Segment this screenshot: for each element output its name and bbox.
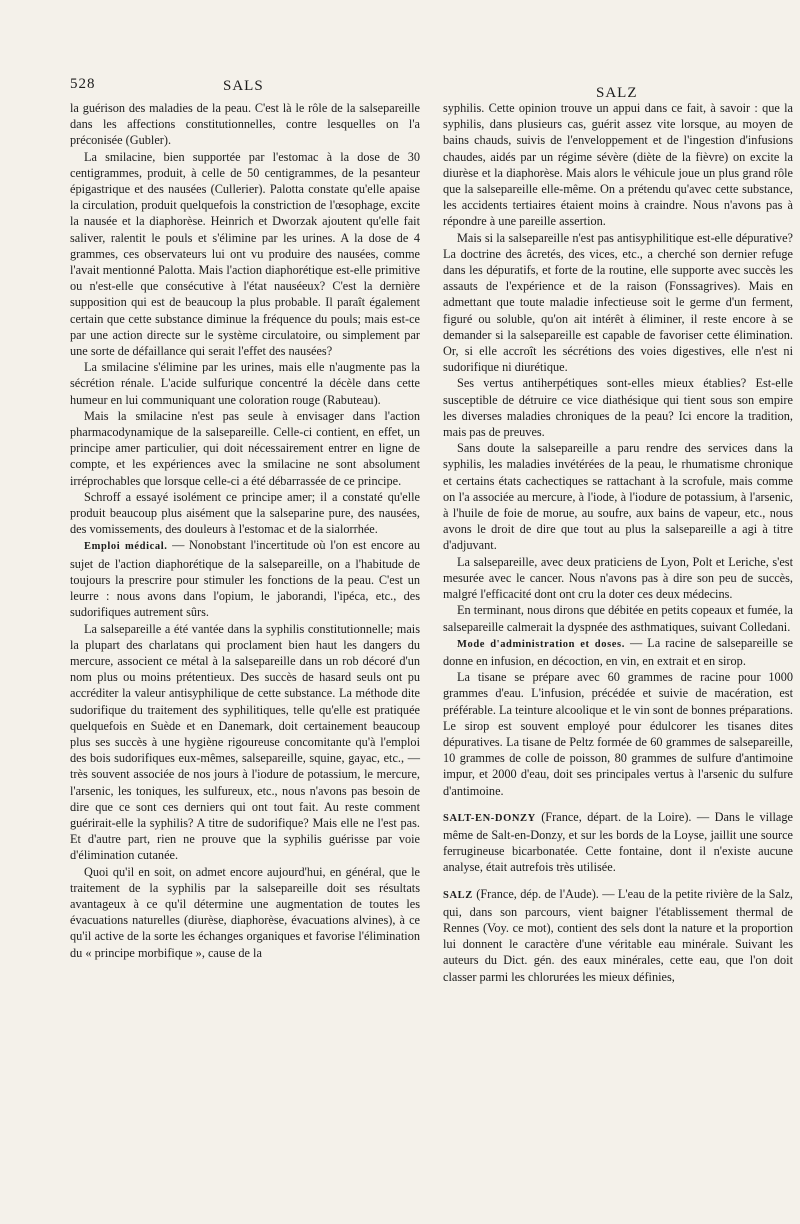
paragraph: [443, 440, 793, 553]
paragraph-text: Sans doute la salsepareille a paru rendre des services dans la syphilis, les maladies invétérées de la peau, le rhumatisme chronique et certains états cachectiques se rattachant à la scrofule, mais comme on l'a associée au mercure, à l'iode, à l'iodure de potassium, à l'arsenic, à l'huile de foie de morue, au soufre, aux bains de vapeur, etc., nous avons le droit de dire que tout au plus la salsepareille a agi à titre d'adjuvant.: [443, 441, 793, 553]
paragraph: [443, 375, 793, 440]
paragraph: [443, 635, 793, 669]
paragraph: [443, 602, 793, 634]
paragraph-text: Schroff a essayé isolément ce principe amer; il a constaté qu'elle produit beaucoup plus aisément que la salseparine pure, des nausées, des vomissements, des douleurs à l'estomac et de la sialorrhée.: [70, 489, 420, 537]
paragraph: [443, 230, 793, 376]
paragraph: [443, 809, 793, 876]
paragraph-text: La salsepareille a été vantée dans la syphilis constitutionnelle; mais la plupart des charlatans qui proclament bien haut les dangers du mercure, associent ce métal à la salsepareille dans un rob décoré d'un nom plus ou moins prétentieux. Des succès de hasard seuls ont pu accréditer la valeur antisyphilique de cette substance. La méthode dite sudorifique du traitement des syphilitiques, telle qu'elle est pratiquée quelquefois en Suède et en Danemark, doit certainement beaucoup plus ses succès à une hygiène rigoureuse concomitante qu'à l'emploi des bois sudorifiques eux-mêmes, salsepareille, squine, gayac, etc., — très souvent associée de nos jours à l'iodure de potassium, le mercure, l'arsenic, les toniques, les sulfureux, etc., nous n'avons pas besoin de dire que ce sont ces derniers qui ont tout fait. Au reste comment guérirait-elle la syphilis? A titre de sudorifique? Mais elle ne l'est pas. Et d'autre part, rien ne prouve que la syphilis guérisse par voie d'élimination cutanée.: [70, 621, 420, 863]
paragraph: [70, 100, 420, 149]
paragraph-text: La smilacine, bien supportée par l'estomac à la dose de 30 centigrammes, produit, à celle de 50 centigrammes, de la pesanteur épigastrique et des nausées (Cullerier). Palotta constate qu'elle apaise la circulation, produit quelquefois la constriction de l'œsophage, excite la nausée et la diaphorèse. Heinrich et Dworzak ajoutent qu'elle fait saliver, ralentit le pouls et s'élimine par les urines. A la dose de 4 grammes, ces observateurs lui ont vu produire des nausées, comme l'avait mentionné Palotta. Mais l'action diaphorétique est-elle primitive ou n'est-elle que consécutive à l'état nauséeux? C'est la dernière supposition qui est de beaucoup la plus probable. Il paraît également certain que cette substance diminue la fréquence du pouls; mais est-ce par une action directe sur le système circulatoire, ou simplement par une sorte de défaillance qui serait l'effet des nausées?: [70, 149, 420, 359]
paragraph-text: La salsepareille, avec deux praticiens de Lyon, Polt et Leriche, s'est mesurée avec le cancer. Nous n'avons pas à dire son peu de succès, malgré l'efficacité dont ont cru la doter ces deux médecins.: [443, 554, 793, 602]
right-column: [443, 100, 793, 985]
page-number: 528: [70, 76, 96, 92]
section-heading: Emploi médical.: [84, 541, 168, 553]
section-heading: SALT-EN-DONZY: [443, 812, 536, 824]
paragraph-text: La tisane se prépare avec 60 grammes de racine pour 1000 grammes d'eau. L'infusion, précédée et suivie de macération, est préférable. La teinture alcoolique et le vin sont de bonnes préparations. Le sirop est souvent employé pour édulcorer les tisanes dites dépuratives. La tisane de Peltz formée de 60 grammes de salsepareille, 10 grammes de colle de poisson, 80 grammes de sulfure d'antimoine impur, et 2000 d'eau, doit ses principales vertus à l'arsenic du sulfure d'antimoine.: [443, 670, 793, 798]
paragraph: [70, 621, 420, 864]
paragraph-text: Mais si la salsepareille n'est pas antisyphilitique est-elle dépurative? La doctrine des âcretés, des vices, etc., a cherché son dernier refuge dans les dépuratifs, et forte de la routine, elle supporte avec succès les assauts de l'expérience et de la raison (Fonssagrives). Mais en admettant que toute maladie infectieuse soit le germe d'un ferment, figuré ou soluble, qu'on ait intérêt à éliminer, il reste encore à se demander si la salsepareille est capable de favoriser cette élimination. Or, si elle accroît les sécrétions des voies digestives, elle n'est ni sudorifique ni diurétique.: [443, 230, 793, 375]
paragraph: [443, 669, 793, 799]
paragraph-text: syphilis. Cette opinion trouve un appui dans ce fait, à savoir : que la syphilis, dans plusieurs cas, guérit assez vite lorsque, au moyen de bains chauds, suivis de l'enveloppement et de l'ingestion d'infusions chaudes, aidés par un régime sévère (diète de la fièvre) on excite la diurèse et la diaphorèse. Mais alors le véhicule joue un plus grand rôle que la salsepareille elle-même. On a prétendu qu'avec cette substance, les accidents tertiaires étaient moins à craindre. Nous n'avons pas à répondre à une pareille assertion.: [443, 101, 793, 229]
paragraph-text: La smilacine s'élimine par les urines, mais elle n'augmente pas la sécrétion rénale. L'acide sulfurique concentré la décèle dans cette humeur en lui communiquant une coloration rouge (Rabuteau).: [70, 360, 420, 407]
section-heading: Mode d'administration et doses.: [457, 638, 625, 650]
left-column: [70, 100, 420, 961]
paragraph: [70, 537, 420, 620]
paragraph: [70, 408, 420, 489]
paragraph-text: Quoi qu'il en soit, on admet encore aujourd'hui, en général, que le traitement de la syphilis par la salsepareille doit ses résultats avantageux à ce qu'il détermine une augmentation de toutes les évacuations naturelles (diurèse, diaphorèse, évacuations alvines), à ce qu'il active de la sorte les échanges organiques et favorise l'élimination du « principe morbifique », cause de la: [70, 864, 420, 960]
paragraph: [70, 359, 420, 408]
paragraph-text: — La racine de salsepareille se donne en infusion, en décoction, en vin, en extrait et en sirop.: [443, 635, 793, 668]
paragraph: [443, 100, 793, 230]
paragraph-text: Mais la smilacine n'est pas seule à envisager dans l'action pharmacodynamique de la salsepareille. Celle-ci contient, en effet, un principe amer particulier, qui doit nécessairement entrer en ligne de compte, et les expériences avec la smilacine ne sont absolument irréprochables que lorsque celle-ci a été débarrassée de ce principe.: [70, 408, 420, 488]
paragraph: [443, 886, 793, 985]
paragraph-text: Ses vertus antiherpétiques sont-elles mieux établies? Est-elle susceptible de détruire ce vice diathésique qui tient sous son empire les diverses maladies chroniques de la peau? Ici encore la tradition, mais pas de preuves.: [443, 376, 793, 440]
paragraph-text: En terminant, nous dirons que débitée en petits copeaux et fumée, la salsepareille calmerait la dyspnée des asthmatiques, suivant Colledani.: [443, 603, 793, 634]
running-head-left: SALS: [223, 78, 264, 94]
running-head-right: SALZ: [596, 85, 638, 101]
paragraph: [443, 554, 793, 603]
paragraph: [70, 149, 420, 360]
paragraph-text: (France, départ. de la Loire). — Dans le village même de Salt-en-Donzy, et sur les bords de la Loyse, jaillit une source ferrugineuse bicarbonatée. Cette fontaine, dont il n'existe aucune analyse, était autrefois très utilisée.: [443, 809, 793, 875]
paragraph-text: — Nonobstant l'incertitude où l'on est encore au sujet de l'action diaphorétique de la salsepareille, on a l'habitude de toujours la prescrire pour stimuler les fonctions de la peau. C'est un leurre : nous avons dans l'opium, le jaborandi, l'ipéca, etc., des sudorifiques autrement sûrs.: [70, 538, 421, 620]
paragraph: [70, 864, 420, 961]
paragraph-text: la guérison des maladies de la peau. C'est là le rôle de la salsepareille dans les affections constitutionnelles, contre lesquelles on l'a préconisée (Gubler).: [70, 101, 420, 148]
section-heading: SALZ: [443, 889, 473, 901]
paragraph: [70, 489, 420, 538]
paragraph-text: (France, dép. de l'Aude). — L'eau de la petite rivière de la Salz, qui, dans son parcours, vient baigner l'établissement thermal de Rennes (Voy. ce mot), contient des sels dont la nature et la proportion lui donnent le caractère d'une véritable eau minérale. Suivant les auteurs du Dict. gén. des eaux minérales, cette eau, que l'on doit classer parmi les chlorurées les mieux définies,: [443, 886, 793, 984]
